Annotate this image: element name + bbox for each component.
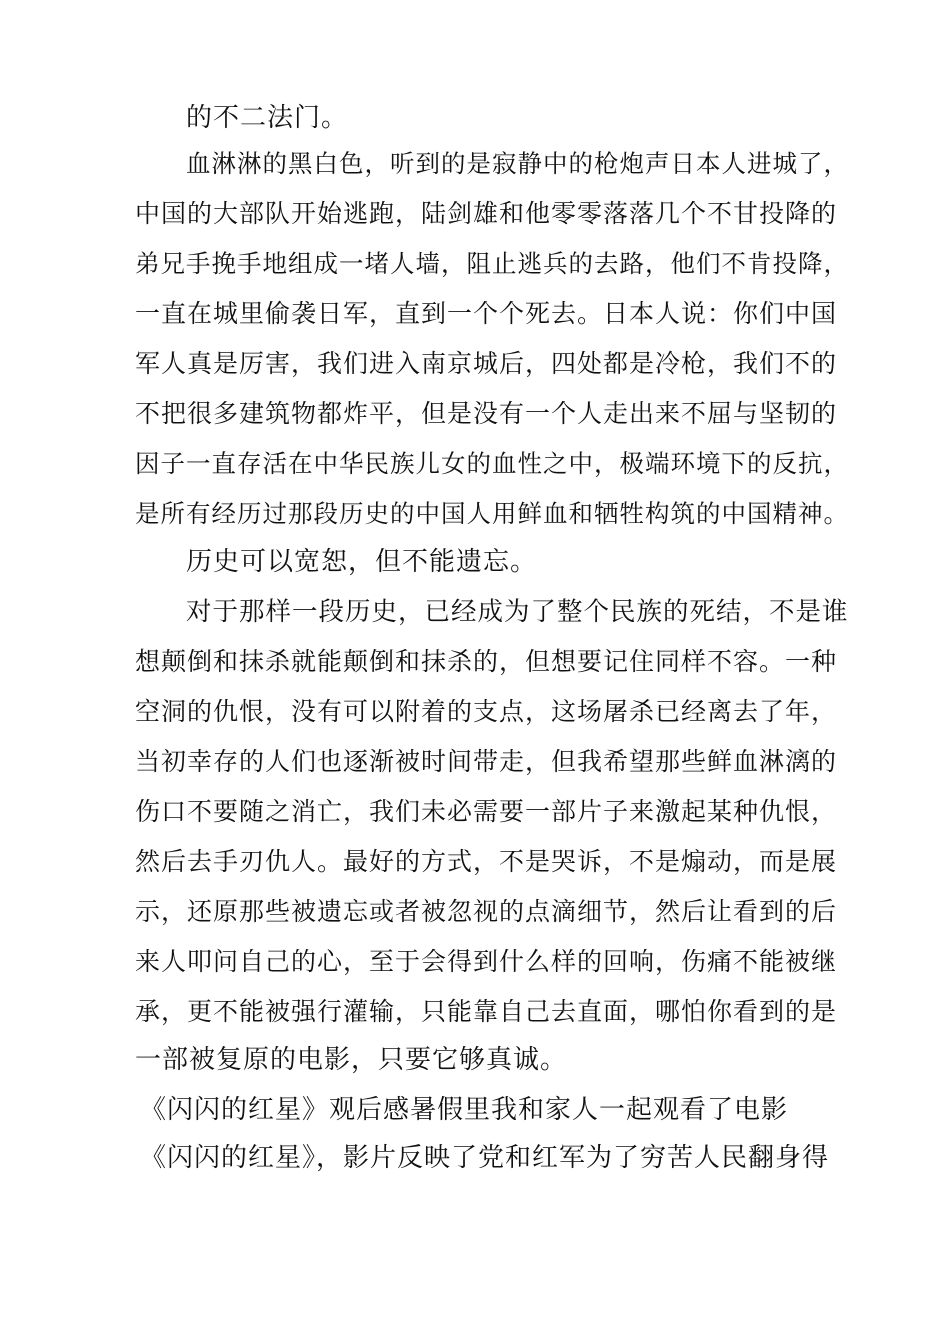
text-line: 是所有经历过那段历史的中国人用鲜血和牺牲构筑的中国精神。 [135, 499, 849, 528]
text-line: 对于那样一段历史，已经成为了整个民族的死结，不是谁 [186, 597, 849, 627]
text-line: 《闪闪的红星》观后感暑假里我和家人一起观看了电影 [140, 1095, 789, 1125]
text-line: 空洞的仇恨，没有可以附着的支点，这场屠杀已经离去了年， [135, 697, 838, 726]
text-line: 的不二法门。 [186, 103, 349, 133]
text-line: 一直在城里偷袭日军，直到一个个死去。日本人说：你们中国 [135, 299, 838, 328]
text-line: 伤口不要随之消亡，我们未必需要一部片子来激起某种仇恨， [135, 797, 838, 826]
text-line: 然后去手刃仇人。最好的方式，不是哭诉，不是煽动，而是展 [135, 847, 838, 876]
text-line: 想颠倒和抹杀就能颠倒和抹杀的，但想要记住同样不容。一种 [135, 647, 838, 676]
text-line: 不把很多建筑物都炸平，但是没有一个人走出来不屈与坚韧的 [135, 399, 838, 428]
text-line: 血淋淋的黑白色，听到的是寂静中的枪炮声日本人进城了， [186, 149, 849, 178]
text-line: 《闪闪的红星》，影片反映了党和红军为了穷苦人民翻身得 [140, 1143, 830, 1173]
text-line: 因子一直存活在中华民族儿女的血性之中，极端环境下的反抗， [135, 449, 849, 478]
text-line: 一部被复原的电影，只要它够真诚。 [135, 1045, 568, 1075]
text-line: 中国的大部队开始逃跑，陆剑雄和他零零落落几个不甘投降的 [135, 199, 838, 228]
text-line: 示，还原那些被遗忘或者被忽视的点滴细节，然后让看到的后 [135, 897, 838, 926]
text-line: 弟兄手挽手地组成一堵人墙，阻止逃兵的去路，他们不肯投降， [135, 249, 849, 278]
text-line: 历史可以宽恕，但不能遗忘。 [186, 547, 538, 577]
text-line: 当初幸存的人们也逐渐被时间带走，但我希望那些鲜血淋漓的 [135, 747, 838, 776]
text-line: 来人叩问自己的心，至于会得到什么样的回响，伤痛不能被继 [135, 947, 838, 976]
text-line: 军人真是厉害，我们进入南京城后，四处都是冷枪，我们不的 [135, 349, 838, 378]
text-line: 承，更不能被强行灌输，只能靠自己去直面，哪怕你看到的是 [135, 997, 838, 1026]
